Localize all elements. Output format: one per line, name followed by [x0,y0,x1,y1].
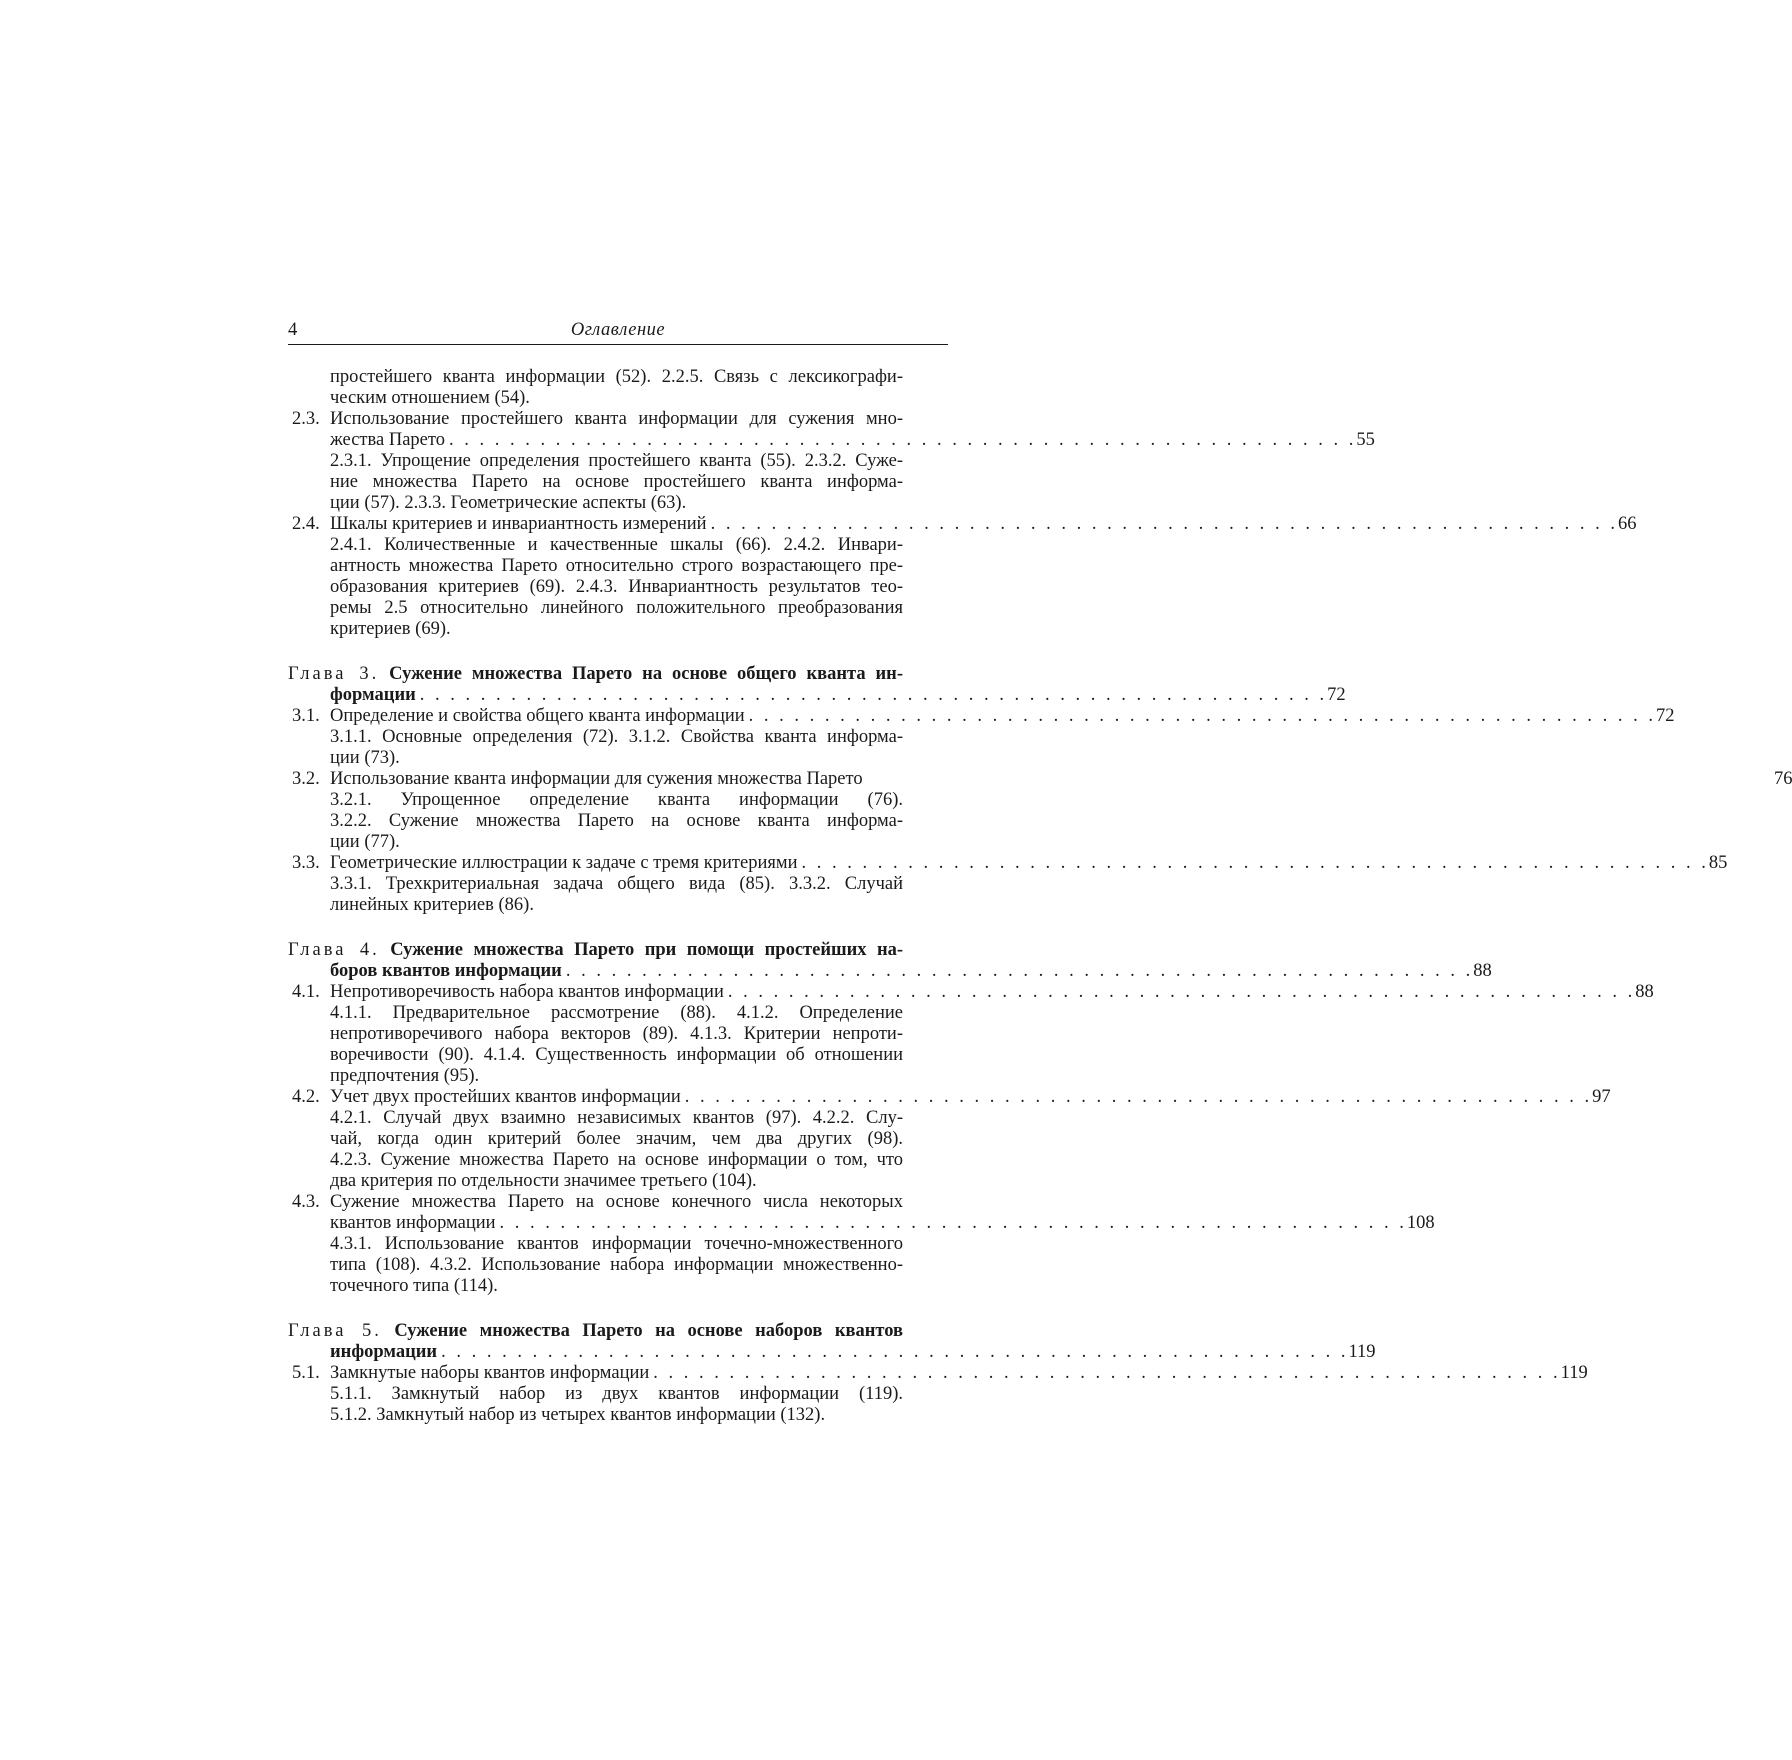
toc-subentries: 3.3.1. Трехкритериальная задача общего вида (85). 3.3.2. Случай [330,874,903,894]
section-number: 3.3. [292,853,320,873]
chapter-title: Сужение множества Парето при помощи простейших на- [390,940,904,960]
toc-chapter-3[interactable] [288,664,1346,706]
toc-subentries: точечного типа (114). [330,1276,498,1296]
leader-dots: . . . . . . . . . . . . . . . . . . . . . . . . . . . . . . . . . . . . . . . . . . . . . . . . . . . . . . . . . . . . [653,1363,1561,1383]
toc-subentries: ции (57). 2.3.3. Геометрические аспекты (63). [330,493,687,513]
toc-subentries: критериев (69). [330,619,451,639]
leader-dots: . . . . . . . . . . . . . . . . . . . . . . . . . . . . . . . . . . . . . . . . . . . . . . . . . . . . . . . . . . . . [684,1087,1593,1107]
section-title-cont: жества Парето [330,430,445,450]
page-ref: 88 [1473,961,1492,981]
leader-dots: . . . . . . . . . . . . . . . . . . . . . . . . . . . . . . . . . . . . . . . . . . . . . . . . . . . . . . . . . . . . [748,706,1657,726]
leader-dots: . . . . . . . . . . . . . . . . . . . . . . . . . . . . . . . . . . . . . . . . . . . . . . . . . . . . . . . . . . . . [565,961,1474,981]
page-ref: 85 [1708,853,1728,873]
toc-subentries: чай, когда один критерий более значим, чем два других (98). [330,1129,903,1149]
toc-entry-2-3[interactable] [288,409,1375,451]
toc-subentries: простейшего кванта информации (52). 2.2.5. Связь с лексикографи- [330,367,903,387]
toc-subentries: 4.1.1. Предварительное рассмотрение (88). 4.1.2. Определение [330,1003,903,1023]
toc-subentries: 2.4.1. Количественные и качественные шкалы (66). 2.4.2. Инвари- [330,535,903,555]
section-title: Сужение множества Парето на основе конечного числа некоторых [330,1192,903,1212]
chapter-label: Глава 3. [288,664,380,684]
toc-subentries: 3.2.2. Сужение множества Парето на основе кванта информа- [330,811,903,831]
page-ref: 72 [1327,685,1346,705]
toc-subentries: непротиворечивого набора векторов (89). 4.1.3. Критерии непроти- [330,1024,903,1044]
leader-dots: . . . . . . . . . . . . . . . . . . . . . . . . . . . . . . . . . . . . . . . . . . . . . . . . . . . . . . . . . . . . [727,982,1636,1002]
page-ref: 119 [1560,1363,1588,1383]
toc-subentries: 2.3.1. Упрощение определения простейшего кванта (55). 2.3.2. Суже- [330,451,903,471]
chapter-title: Сужение множества Парето на основе наборов квантов [394,1321,904,1341]
leader-dots: . . . . . . . . . . . . . . . . . . . . . . . . . . . . . . . . . . . . . . . . . . . . . . . . . . . . . . . . . . . . [710,514,1618,534]
page-number: 4 [288,320,298,340]
section-title: Учет двух простейших квантов информации [330,1087,681,1107]
page-ref: 55 [1356,430,1375,450]
section-number: 2.4. [292,514,320,534]
section-number: 5.1. [292,1363,320,1383]
toc-subentries: предпочтения (95). [330,1066,480,1086]
toc-entry-4-1[interactable] [288,982,1654,1003]
section-number: 3.1. [292,706,320,726]
toc-page [288,318,1792,1426]
toc-subentries: ремы 2.5 относительно линейного положительного преобразования [330,598,903,618]
toc-entry-2-4[interactable] [288,514,1637,535]
toc-body [288,345,1792,1426]
section-title: Шкалы критериев и инвариантность измерений [330,514,707,534]
toc-subentries: 3.1.1. Основные определения (72). 3.1.2. Свойства кванта информа- [330,727,903,747]
chapter-title: Сужение множества Парето на основе общего кванта ин- [389,664,904,684]
toc-subentries: 4.2.1. Случай двух взаимно независимых квантов (97). 4.2.2. Слу- [330,1108,903,1128]
toc-entry-4-2[interactable] [288,1087,1611,1108]
toc-subentries: 5.1.2. Замкнутый набор из четырех квантов информации (132). [330,1405,826,1425]
section-title: Использование простейшего кванта информации для сужения мно- [330,409,903,429]
toc-subentries: два критерия по отдельности значимее третьего (104). [330,1171,757,1191]
toc-subentries: ции (73). [330,748,400,768]
toc-chapter-4[interactable] [288,940,1492,982]
section-title: Непротиворечивость набора квантов информации [330,982,724,1002]
toc-subentries: типа (108). 4.3.2. Использование набора информации множественно- [330,1255,903,1275]
section-number: 4.2. [292,1087,320,1107]
toc-entry-3-2[interactable] [288,769,1792,790]
page-ref: 88 [1635,982,1654,1002]
toc-subentries: 4.2.3. Сужение множества Парето на основе информации о том, что [330,1150,903,1170]
chapter-title-cont: боров квантов информации [330,961,562,981]
toc-subentries: ние множества Парето на основе простейшего кванта информа- [330,472,903,492]
toc-entry-4-3[interactable] [288,1192,1435,1234]
section-number: 4.3. [292,1192,320,1212]
toc-subentries: ции (77). [330,832,400,852]
toc-subentries: линейных критериев (86). [330,895,534,915]
running-header [288,318,948,345]
toc-subentries: образования критериев (69). 2.4.3. Инвариантность результатов тео- [330,577,903,597]
chapter-label: Глава 5. [288,1321,382,1341]
section-title: Определение и свойства общего кванта информации [330,706,745,726]
section-title-cont: квантов информации [330,1213,496,1233]
section-title: Использование кванта информации для сужения множества Парето [330,769,863,789]
page-ref: 108 [1406,1213,1435,1233]
toc-subentries: воречивости (90). 4.1.4. Существенность информации об отношении [330,1045,903,1065]
section-title: Геометрические иллюстрации к задаче с тремя критериями [330,853,798,873]
leader-dots: . . . . . . . . . . . . . . . . . . . . . . . . . . . . . . . . . . . . . . . . . . . . . . . . . . . . . . . . . . . . [441,1342,1349,1362]
page-ref: 76 [1773,769,1792,789]
leader-dots: . . . . . . . . . . . . . . . . . . . . . . . . . . . . . . . . . . . . . . . . . . . . . . . . . . . . . . . . . . . . [801,853,1709,873]
running-title: Оглавление [570,320,666,340]
toc-subentries: антность множества Парето относительно строго возрастающего пре- [330,556,903,576]
toc-subentries: ческим отношением (54). [330,388,530,408]
section-number: 3.2. [292,769,320,789]
leader-dots: . . . . . . . . . . . . . . . . . . . . . . . . . . . . . . . . . . . . . . . . . . . . . . . . . . . . . . . . . . . . [499,1213,1407,1233]
leader-dots: . . . . . . . . . . . . . . . . . . . . . . . . . . . . . . . . . . . . . . . . . . . . . . . . . . . . . . . . . . . . [448,430,1357,450]
toc-subentries: 4.3.1. Использование квантов информации точечно-множественного [330,1234,903,1254]
toc-entry-3-3[interactable] [288,853,1728,874]
chapter-title-cont: формации [330,685,416,705]
toc-subentries: 3.2.1. Упрощенное определение кванта информации (76). [330,790,903,810]
chapter-label: Глава 4. [288,940,380,960]
toc-subentries: 5.1.1. Замкнутый набор из двух квантов информации (119). [330,1384,903,1404]
section-title: Замкнутые наборы квантов информации [330,1363,650,1383]
page-ref: 66 [1617,514,1637,534]
page-ref: 72 [1656,706,1675,726]
chapter-title-cont: информации [330,1342,438,1362]
leader-dots: . . . . . . . . . . . . . . . . . . . . . . . . . . . . . . . . . . . . . . . . . . . . . . . . . . . . . . . . . . . . [419,685,1328,705]
page-ref: 119 [1348,1342,1376,1362]
toc-chapter-5[interactable] [288,1321,1376,1363]
toc-entry-5-1[interactable] [288,1363,1588,1384]
section-number: 4.1. [292,982,320,1002]
page-ref: 97 [1592,1087,1611,1107]
toc-entry-3-1[interactable] [288,706,1675,727]
section-number: 2.3. [292,409,320,429]
